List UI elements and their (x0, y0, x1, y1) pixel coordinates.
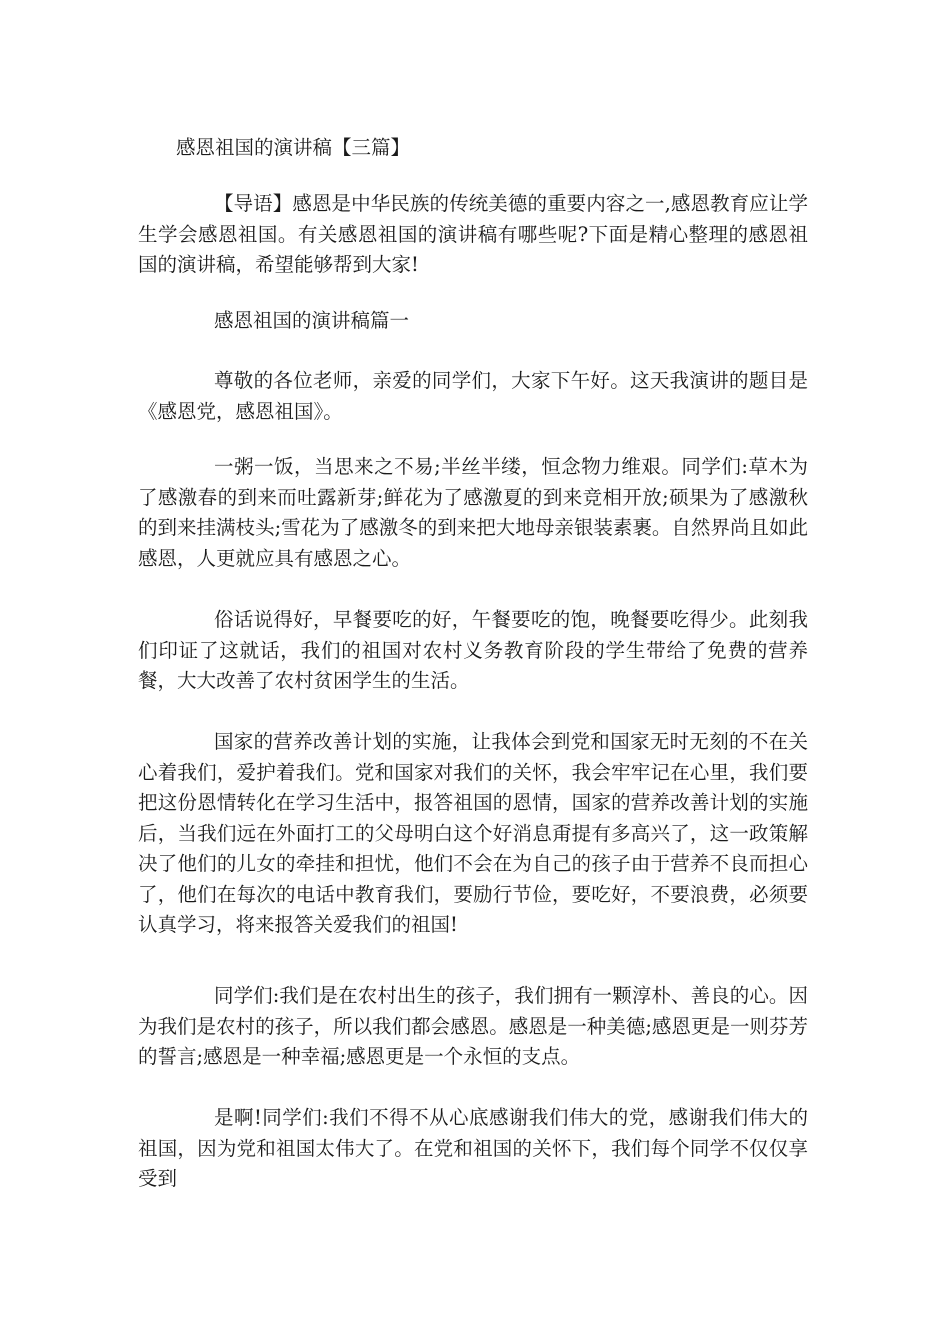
section-heading: 感恩祖国的演讲稿篇一 (214, 309, 410, 332)
body-paragraph: 同学们:我们是在农村出生的孩子，我们拥有一颗淳朴、善良的心。因为我们是农村的孩子，所以我们都会感恩。感恩是一种美德;感恩更是一则芬芳的誓言;感恩是一种幸福;感恩更是一个永恒的支点。 (138, 984, 808, 1068)
document-title: 感恩祖国的演讲稿【三篇】 (176, 136, 411, 159)
intro-paragraph: 【导语】感恩是中华民族的传统美德的重要内容之一,感恩教育应让学生学会感恩祖国。有关感恩祖国的演讲稿有哪些呢?下面是精心整理的感恩祖国的演讲稿，希望能够帮到大家! (138, 192, 808, 276)
body-paragraph: 一粥一饭，当思来之不易;半丝半缕，恒念物力维艰。同学们:草木为了感激春的到来而吐露新芽;鲜花为了感激夏的到来竞相开放;硕果为了感激秋的到来挂满枝头;雪花为了感激冬的到来把大地母亲银装素裹。自然界尚且如此感恩，人更就应具有感恩之心。 (138, 455, 808, 570)
body-paragraph: 俗话说得好，早餐要吃的好，午餐要吃的饱，晚餐要吃得少。此刻我们印证了这就话，我们的祖国对农村义务教育阶段的学生带给了免费的营养餐，大大改善了农村贫困学生的生活。 (138, 608, 808, 692)
body-paragraph: 国家的营养改善计划的实施，让我体会到党和国家无时无刻的不在关心着我们，爱护着我们。党和国家对我们的关怀，我会牢牢记在心里，我们要把这份恩情转化在学习生活中，报答祖国的恩情，国家的营养改善计划的实施后，当我们远在外面打工的父母明白这个好消息甭提有多高兴了，这一政策解决了他们的儿女的牵挂和担忧，他们不会在为自己的孩子由于营养不良而担心了，他们在每次的电话中教育我们，要励行节俭，要吃好，不要浪费，必须要认真学习，将来报答关爱我们的祖国! (138, 730, 808, 936)
body-paragraph: 尊敬的各位老师，亲爱的同学们，大家下午好。这天我演讲的题目是《感恩党，感恩祖国》。 (138, 369, 808, 423)
body-paragraph: 是啊!同学们:我们不得不从心底感谢我们伟大的党，感谢我们伟大的祖国，因为党和祖国太伟大了。在党和祖国的关怀下，我们每个同学不仅仅享受到 (138, 1106, 808, 1190)
